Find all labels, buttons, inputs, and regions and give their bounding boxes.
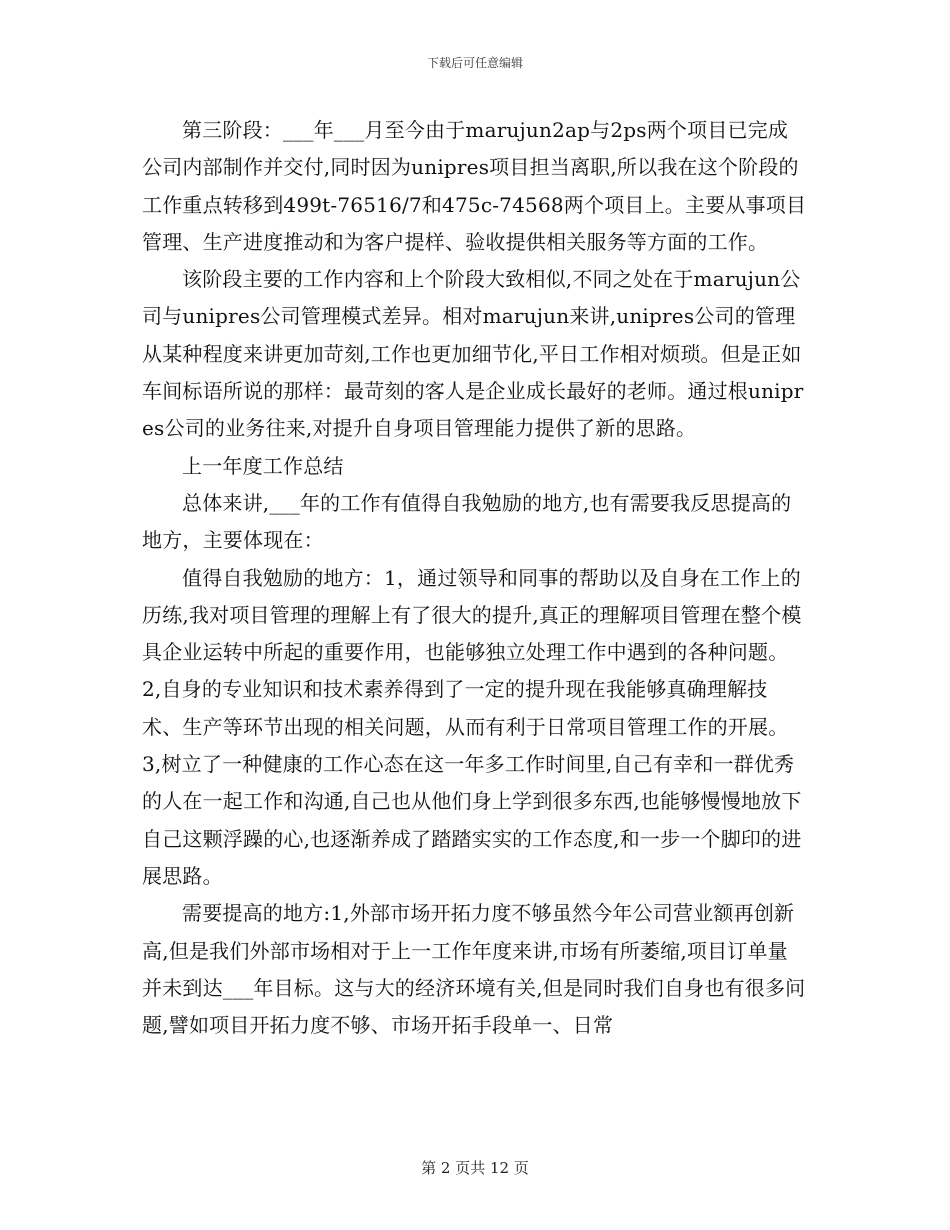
paragraph-stage-comparison: 该阶段主要的工作内容和上个阶段大致相似,不同之处在于marujun公司与unipres公司管理模式差异。相对marujun来讲,unipres公司的管理从某种程度来讲更加苛刻,工作也更加细节化,平日工作相对烦琐。但是正如车间标语所说的那样：最苛刻的客人是企业成长最好的老师。通过根unipres公司的业务往来,对提升自身项目管理能力提供了新的思路。 xyxy=(142,267,804,441)
paragraph-strengths: 值得自我勉励的地方：1，通过领导和同事的帮助以及自身在工作上的历练,我对项目管理的理解上有了很大的提升,真正的理解项目管理在整个模具企业运转中所起的重要作用，也能够独立处理工作中遇到的各种问题。2,自身的专业知识和技术素养得到了一定的提升现在我能够真确理解技术、生产等环节出现的相关问题，从而有利于日常项目管理工作的开展。3,树立了一种健康的工作心态在这一年多工作时间里,自己有幸和一群优秀的人在一起工作和沟通,自己也从他们身上学到很多东西,也能够慢慢地放下自己这颗浮躁的心,也逐渐养成了踏踏实实的工作态度,和一步一个脚印的进展思路。 xyxy=(142,565,802,888)
page-footer: 第 2 页共 12 页 xyxy=(421,1159,529,1177)
document-body xyxy=(142,112,807,1044)
paragraph-overview: 总体来讲,___年的工作有值得自我勉励的地方,也有需要我反思提高的地方，主要体现在： xyxy=(142,490,792,553)
paragraph-stage-three: 第三阶段：___年___月至今由于marujun2ap与2ps两个项目已完成公司内部制作并交付,同时因为unipres项目担当离职,所以我在这个阶段的工作重点转移到499t-76516/7和475c-74568两个项目上。主要从事项目管理、生产进度推动和为客户提样、验收提供相关服务等方面的工作。 xyxy=(142,118,807,254)
page-header: 下载后可任意编辑 xyxy=(426,56,523,70)
section-heading: 上一年度工作总结 xyxy=(182,453,344,478)
paragraph-improvements: 需要提高的地方:1,外部市场开拓力度不够虽然今年公司营业额再创新高,但是我们外部市场相对于上一工作年度来讲,市场有所萎缩,项目订单量并未到达___年目标。这与大的经济环境有关,但是同时我们自身也有很多问题,譬如项目开拓力度不够、市场开拓手段单一、日常 xyxy=(142,901,806,1038)
